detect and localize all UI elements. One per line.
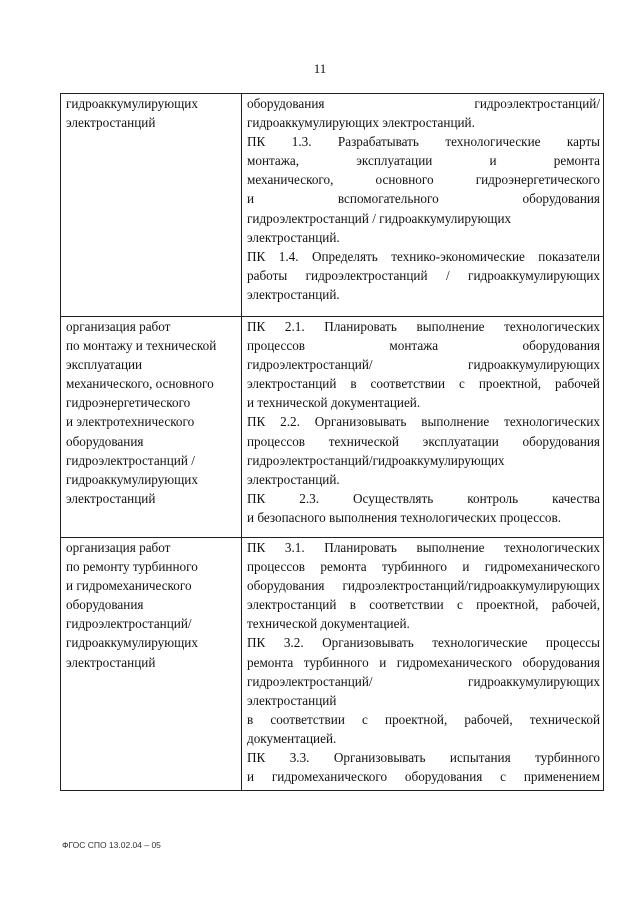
activity-line: гидроаккумулирующих <box>66 96 198 111</box>
activity-line: гидроаккумулирующих <box>66 471 198 487</box>
activity-line: организация работ <box>66 319 171 334</box>
document-code-footer: ФГОС СПО 13.02.04 – 05 <box>62 840 161 850</box>
competency-line: электростанций. <box>247 471 340 487</box>
competency-line: электростанций в соответствии с проектной, рабочей, <box>247 597 600 613</box>
competency-line: и вспомогательного оборудования <box>247 191 600 207</box>
activity-cell <box>61 94 242 317</box>
competency-line: электростанций. <box>247 286 340 302</box>
competency-line: оборудования гидроэлектростанций/ <box>247 96 600 111</box>
competency-line: процессов ремонта турбинного и гидромеханического <box>247 559 600 575</box>
competency-line: оборудования гидроэлектростанций/гидроаккумулирующих <box>247 578 600 594</box>
activity-line: гидроэлектростанций/ <box>66 616 192 632</box>
competency-line: и гидромеханического оборудования с применением <box>247 769 600 785</box>
activity-line: эксплуатации <box>66 357 143 373</box>
table-row <box>61 94 604 317</box>
competency-line: и технической документацией. <box>247 395 421 411</box>
activity-line: электростанций <box>66 490 156 506</box>
activity-line: механического, основного <box>66 376 214 392</box>
table-row <box>61 538 604 791</box>
activity-line: гидроэлектростанций / <box>66 452 195 468</box>
competency-line: ПК 1.3. Разрабатывать технологические карты <box>247 134 600 150</box>
competency-line: электростанций в соответствии с проектной, рабочей <box>247 376 600 392</box>
activity-line: и электротехнического <box>66 414 195 430</box>
competency-line: ремонта турбинного и гидромеханического оборудования <box>247 654 600 670</box>
activity-line: гидроэнергетического <box>66 395 191 411</box>
activity-line: оборудования <box>66 433 144 449</box>
activity-line: и гидромеханического <box>66 578 192 594</box>
competency-line: процессов монтажа оборудования <box>247 338 600 354</box>
activity-cell <box>61 538 242 791</box>
activity-line: гидроаккумулирующих <box>66 635 198 651</box>
competency-line: гидроэлектростанций/ гидроаккумулирующих <box>247 357 600 373</box>
competency-cell <box>242 538 604 791</box>
activity-cell <box>61 317 242 538</box>
competency-cell <box>242 94 604 317</box>
activity-line: по монтажу и технической <box>66 338 217 354</box>
competency-line: работы гидроэлектростанций / гидроаккумулирующих <box>247 267 600 283</box>
activity-line: электростанций <box>66 654 156 670</box>
competency-table <box>60 93 604 791</box>
activity-line: организация работ <box>66 540 171 555</box>
competency-line: монтажа, эксплуатации и ремонта <box>247 153 600 169</box>
competency-line: ПК 3.2. Организовывать технологические процессы <box>247 635 600 651</box>
competency-line: документацией. <box>247 730 337 746</box>
competency-line: ПК 3.3. Организовывать испытания турбинного <box>247 750 600 766</box>
competency-line: гидроэлектростанций/гидроаккумулирующих <box>247 452 505 468</box>
competency-line: гидроаккумулирующих электростанций. <box>247 115 475 131</box>
competency-line: механического, основного гидроэнергетического <box>247 172 600 188</box>
competency-line: ПК 2.2. Организовывать выполнение технологических <box>247 414 600 430</box>
table-row <box>61 317 604 538</box>
competency-line: ПК 3.1. Планировать выполнение технологических <box>247 540 600 555</box>
competency-line: ПК 2.1. Планировать выполнение технологических <box>247 319 600 334</box>
competency-line: ПК 2.3. Осуществлять контроль качества <box>247 490 600 506</box>
activity-line: оборудования <box>66 597 144 613</box>
competency-line: процессов технической эксплуатации оборудования <box>247 433 600 449</box>
competency-line: электростанций. <box>247 229 340 245</box>
page-number: 11 <box>313 61 327 76</box>
activity-line: электростанций <box>66 115 156 131</box>
competency-line: гидроэлектростанций/ гидроаккумулирующих электростанций <box>247 673 600 708</box>
activity-line: по ремонту турбинного <box>66 559 198 575</box>
competency-line: ПК 1.4. Определять технико-экономические показатели <box>247 248 600 264</box>
competency-line: в соответствии с проектной, рабочей, технической <box>247 711 600 727</box>
competency-cell <box>242 317 604 538</box>
competency-line: и безопасного выполнения технологических процессов. <box>247 509 562 525</box>
competency-line: гидроэлектростанций / гидроаккумулирующих <box>247 210 512 226</box>
competency-line: технической документацией. <box>247 616 410 632</box>
